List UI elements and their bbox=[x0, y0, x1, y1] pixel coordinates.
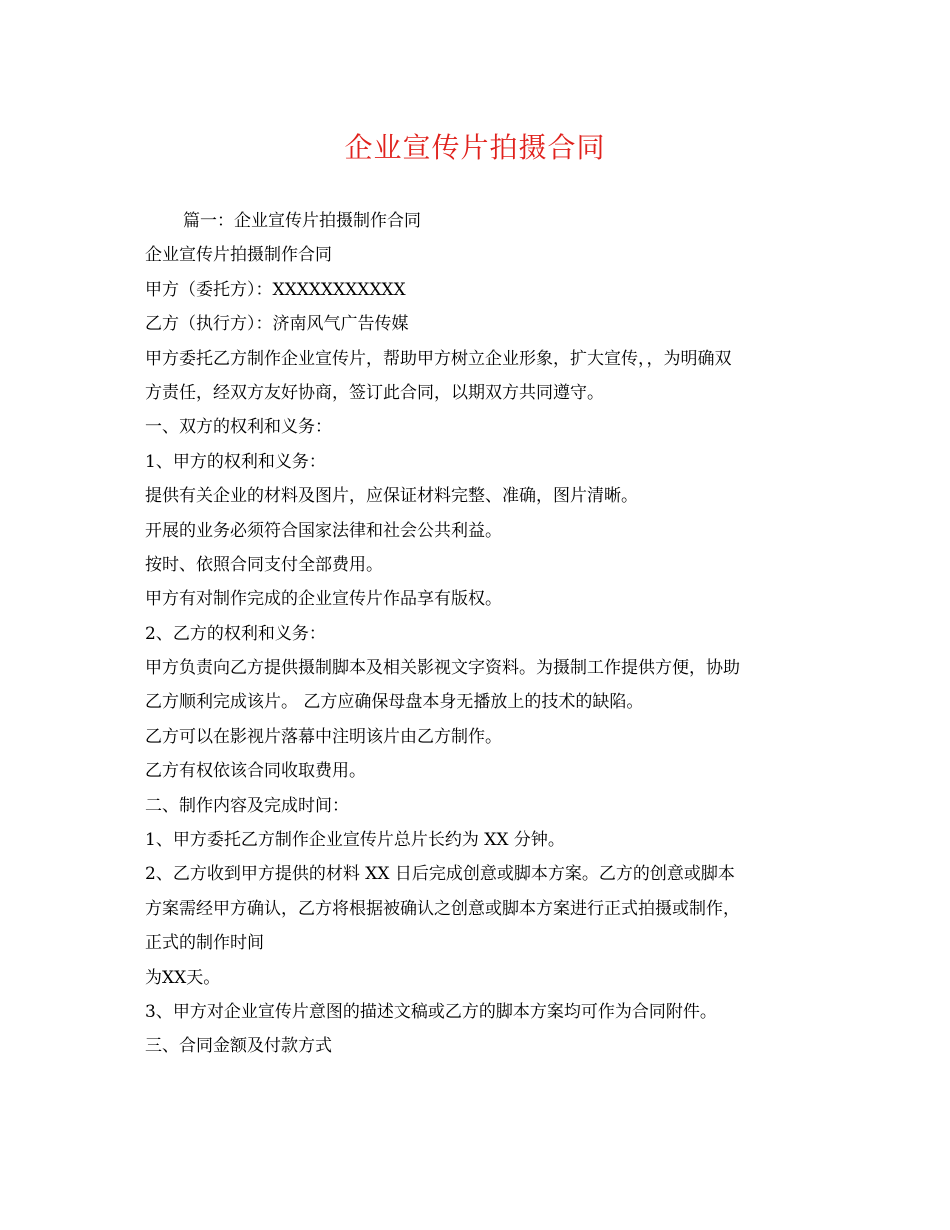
text-line: 乙方有权依该合同收取费用。 bbox=[145, 761, 366, 782]
text-line: 1、甲方委托乙方制作企业宣传片总片长约为 XX 分钟。 bbox=[145, 830, 565, 851]
text-line: 乙方（执行方）：济南风气广告传媒 bbox=[145, 314, 409, 335]
text-line: 为XX天。 bbox=[145, 967, 221, 988]
text-line: 正式的制作时间 bbox=[145, 933, 264, 954]
text-line: 方责任，经双方友好协商，签订此合同，以期双方共同遵守。 bbox=[145, 382, 604, 403]
text-line: 按时、依照合同支付全部费用。 bbox=[145, 554, 383, 575]
text-line: 方案需经甲方确认，乙方将根据被确认之创意或脚本方案进行正式拍摄或制作， bbox=[145, 898, 740, 919]
text-line: 二、制作内容及完成时间： bbox=[145, 795, 349, 816]
text-line: 甲方负责向乙方提供摄制脚本及相关影视文字资料。为摄制工作提供方便，协助 bbox=[145, 658, 740, 679]
text-line: 甲方有对制作完成的企业宣传片作品享有版权。 bbox=[145, 589, 502, 610]
text-line: 乙方可以在影视片落幕中注明该片由乙方制作。 bbox=[145, 726, 502, 747]
text-line: 一、双方的权利和义务： bbox=[145, 417, 332, 438]
text-line: 2、乙方的权利和义务： bbox=[145, 623, 326, 644]
text-line: 三、合同金额及付款方式 bbox=[145, 1036, 332, 1057]
document-title: 企业宣传片拍摄合同 bbox=[344, 131, 606, 164]
text-line: 提供有关企业的材料及图片，应保证材料完整、准确，图片清晰。 bbox=[145, 486, 638, 507]
text-line: 甲方（委托方）：XXXXXXXXXXX bbox=[145, 279, 406, 300]
text-line: 2、乙方收到甲方提供的材料 XX 日后完成创意或脚本方案。乙方的创意或脚本 bbox=[145, 864, 735, 885]
text-line: 甲方委托乙方制作企业宣传片，帮助甲方树立企业形象，扩大宣传，，为明确双 bbox=[145, 348, 732, 369]
text-line: 1、甲方的权利和义务： bbox=[145, 451, 326, 472]
text-line: 3、甲方对企业宣传片意图的描述文稿或乙方的脚本方案均可作为合同附件。 bbox=[145, 1001, 717, 1022]
document-body bbox=[145, 204, 810, 1064]
text-line: 乙方顺利完成该片。 乙方应确保母盘本身无播放上的技术的缺陷。 bbox=[145, 692, 644, 713]
text-line: 企业宣传片拍摄制作合同 bbox=[145, 245, 332, 266]
text-line: 篇一：企业宣传片拍摄制作合同 bbox=[183, 211, 421, 231]
text-line: 开展的业务必须符合国家法律和社会公共利益。 bbox=[145, 520, 502, 541]
